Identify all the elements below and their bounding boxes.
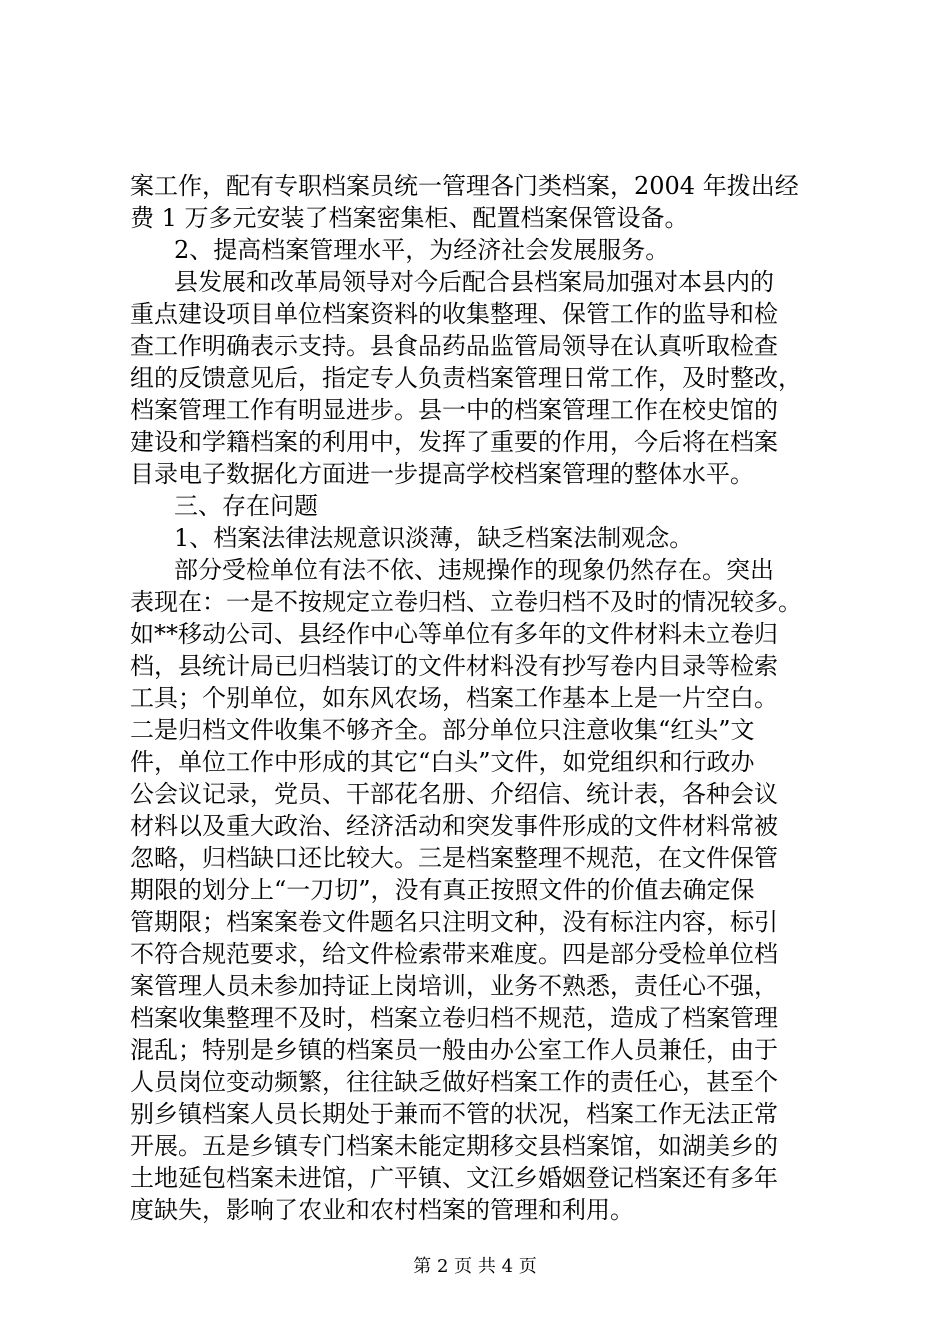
text-line: 目录电子数据化方面进一步提高学校档案管理的整体水平。 bbox=[130, 460, 754, 488]
paragraph-start: 县发展和改革局领导对今后配合县档案局加强对本县内的 bbox=[174, 268, 774, 296]
section-heading: 1、档案法律法规意识淡薄，缺乏档案法制观念。 bbox=[174, 524, 694, 552]
page-number-footer: 第 2 页 共 4 页 bbox=[413, 1256, 537, 1277]
text-line: 查工作明确表示支持。县食品药品监管局领导在认真听取检查 bbox=[130, 332, 778, 360]
document-body bbox=[130, 170, 830, 1226]
text-line: 二是归档文件收集不够齐全。部分单位只注意收集“红头”文 bbox=[130, 716, 755, 744]
text-line: 忽略，归档缺口还比较大。三是档案整理不规范，在文件保管 bbox=[130, 844, 778, 872]
text-line: 档案收集整理不及时，档案立卷归档不规范，造成了档案管理 bbox=[130, 1004, 778, 1032]
text-line: 组的反馈意见后，指定专人负责档案管理日常工作，及时整改， bbox=[130, 364, 802, 392]
text-line: 开展。五是乡镇专门档案未能定期移交县档案馆，如湖美乡的 bbox=[130, 1132, 778, 1160]
section-heading: 三、存在问题 bbox=[174, 492, 318, 520]
text-line: 别乡镇档案人员长期处于兼而不管的状况，档案工作无法正常 bbox=[130, 1100, 778, 1128]
text-line: 重点建设项目单位档案资料的收集整理、保管工作的监导和检 bbox=[130, 300, 778, 328]
text-line: 人员岗位变动频繁，往往缺乏做好档案工作的责任心，甚至个 bbox=[130, 1068, 778, 1096]
text-line: 表现在：一是不按规定立卷归档、立卷归档不及时的情况较多。 bbox=[130, 588, 802, 616]
text-line: 费 1 万多元安装了档案密集柜、配置档案保管设备。 bbox=[130, 204, 689, 232]
text-line: 材料以及重大政治、经济活动和突发事件形成的文件材料常被 bbox=[130, 812, 778, 840]
text-line: 期限的划分上“一刀切”，没有真正按照文件的价值去确定保 bbox=[130, 876, 755, 904]
text-line: 公会议记录，党员、干部花名册、介绍信、统计表，各种会议 bbox=[130, 780, 778, 808]
section-heading: 2、提高档案管理水平，为经济社会发展服务。 bbox=[174, 236, 670, 264]
text-line: 案工作，配有专职档案员统一管理各门类档案，2004 年拨出经 bbox=[130, 172, 799, 200]
text-line: 如**移动公司、县经作中心等单位有多年的文件材料未立卷归 bbox=[130, 620, 778, 648]
text-line: 案管理人员未参加持证上岗培训，业务不熟悉，责任心不强， bbox=[130, 972, 778, 1000]
text-line: 档案管理工作有明显进步。县一中的档案管理工作在校史馆的 bbox=[130, 396, 778, 424]
text-line: 建设和学籍档案的利用中，发挥了重要的作用，今后将在档案 bbox=[130, 428, 778, 456]
paragraph-start: 部分受检单位有法不依、违规操作的现象仍然存在。突出 bbox=[174, 556, 774, 584]
text-line: 不符合规范要求，给文件检索带来难度。四是部分受检单位档 bbox=[130, 940, 778, 968]
text-line: 档，县统计局已归档装订的文件材料没有抄写卷内目录等检索 bbox=[130, 652, 778, 680]
text-line: 混乱；特别是乡镇的档案员一般由办公室工作人员兼任，由于 bbox=[130, 1036, 778, 1064]
text-line: 土地延包档案未进馆，广平镇、文江乡婚姻登记档案还有多年 bbox=[130, 1164, 778, 1192]
text-line: 度缺失，影响了农业和农村档案的管理和利用。 bbox=[130, 1196, 634, 1224]
text-line: 件，单位工作中形成的其它“白头”文件，如党组织和行政办 bbox=[130, 748, 755, 776]
text-line: 工具；个别单位，如东风农场，档案工作基本上是一片空白。 bbox=[130, 684, 778, 712]
text-line: 管期限；档案案卷文件题名只注明文种，没有标注内容，标引 bbox=[130, 908, 778, 936]
